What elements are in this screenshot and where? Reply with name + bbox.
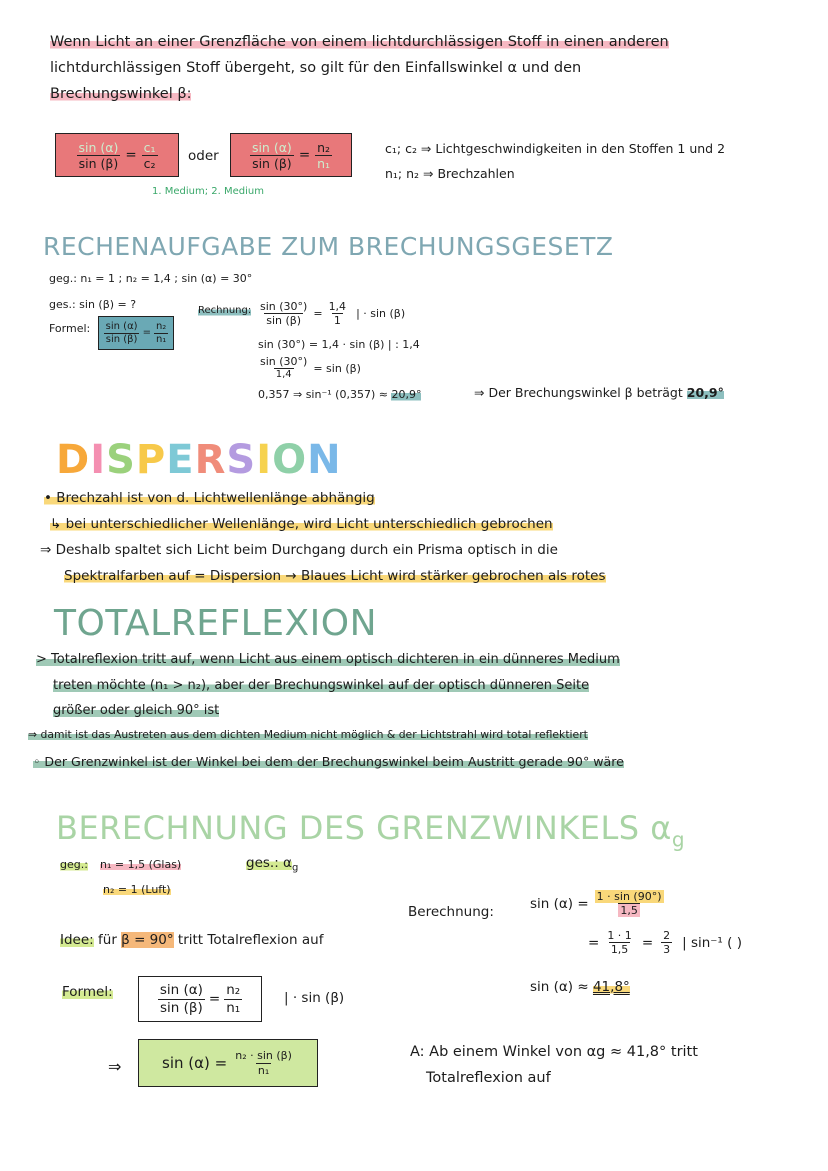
total-line-3: größer oder gleich 90° ist [53, 703, 220, 718]
dispersion-line-3: ⇒ Deshalb spaltet sich Licht beim Durchgang durch ein Prisma optisch in die [40, 542, 558, 558]
dispersion-heading-letter: P [135, 437, 167, 483]
intro-line-2: lichtdurchlässigen Stoff übergeht, so gilt für den Einfallswinkel α und den [50, 60, 582, 76]
grenz-rechnung-label: Berechnung: [408, 904, 494, 920]
grenz-idee: Idee: für β = 90° tritt Totalreflexion auf [60, 932, 324, 948]
total-line-2: treten möchte (n₁ > n₂), aber der Brechungswinkel auf der optisch dünneren Seite [53, 678, 590, 693]
grenz-formel-box: $\frac{\sin (\alpha)}{\sin (\beta)}$ = $\frac{\text{n₂}}{\text{n₁}}$ [138, 976, 262, 1022]
aufgabe-step-3: $\frac{\sin (30^\circ)}{1,4}$ = sin (β) [260, 355, 361, 381]
aufgabe-answer: ⇒ Der Brechungswinkel β beträgt 20,9° [474, 385, 724, 400]
dispersion-heading-letter: E [166, 437, 195, 483]
dispersion-line-4: Spektralfarben auf = Dispersion → Blaues Licht wird stärker gebrochen als rotes [64, 568, 606, 584]
aufgabe-step-2: sin (30°) = 1,4 · sin (β) | : 1,4 [258, 338, 420, 351]
aufgabe-formel-box: $\frac{\sin (\alpha)}{\sin (\beta)}$ = $\frac{\text{n₂}}{\text{n₁}}$ [98, 316, 174, 350]
dispersion-heading-letter: D [56, 437, 91, 483]
grenz-calc-1: sin (α) = $\frac{1 \cdot \sin (90^\circ)}{1,5}$ [530, 890, 662, 918]
dispersion-line-2: ↳ bei unterschiedlicher Wellenlänge, wird Licht unterschiedlich gebrochen [50, 516, 553, 532]
law-box-speed-rhs: $\frac{\text{c₁}}{\text{c₂}}$ [143, 139, 156, 171]
grenz-formel-op: | · sin (β) [284, 990, 345, 1006]
grenz-geg-2: n₂ = 1 (Luft) [103, 883, 171, 896]
intro-line-1: Wenn Licht an einer Grenzfläche von einem lichtdurchlässigen Stoff in einen anderen [50, 34, 669, 50]
aufgabe-ges: ges.: sin (β) = ? [49, 298, 137, 311]
law-box-speed: $\frac{\sin (\alpha)}{\sin (\beta)}$ = $\frac{\text{c₁}}{\text{c₂}}$ [55, 133, 179, 177]
grenz-answer-1: A: Ab einem Winkel von αg ≈ 41,8° tritt [410, 1044, 698, 1060]
legend-speed: c₁; c₂ ⇒ Lichtgeschwindigkeiten in den Stoffen 1 und 2 [385, 141, 726, 156]
heading-aufgabe: RECHENAUFGABE ZUM BRECHUNGSGESETZ [43, 232, 614, 261]
heading-dispersion [56, 437, 342, 483]
medium-note: 1. Medium; 2. Medium [152, 186, 264, 197]
oder-label: oder [188, 148, 219, 164]
total-line-5: ◦ Der Grenzwinkel ist der Winkel bei dem der Brechungswinkel beim Austritt gerade 90° wäre [33, 754, 624, 769]
law-box-speed-lhs: $\frac{\sin (\alpha)}{\sin (\beta)}$ [78, 139, 119, 171]
dispersion-heading-letter: N [307, 437, 342, 483]
dispersion-line-1: • Brechzahl ist von d. Lichtwellenlänge abhängig [44, 490, 375, 506]
law-box-index: $\frac{\sin (\alpha)}{\sin (\beta)}$ = $\frac{\text{n₂}}{\text{n₁}}$ [230, 133, 352, 177]
dispersion-heading-letter: I [256, 437, 273, 483]
aufgabe-step-4-value: 20,9° [391, 388, 422, 401]
dispersion-heading-letter: S [106, 437, 136, 483]
grenz-answer-2: Totalreflexion auf [426, 1070, 551, 1086]
grenz-calc-3: sin (α) ≈ 41,8° [530, 979, 630, 995]
grenz-geg-1: n₁ = 1,5 (Glas) [100, 858, 182, 871]
dispersion-heading-letter: S [226, 437, 257, 483]
aufgabe-formel-label: Formel: [49, 322, 91, 335]
intro-line-3: Brechungswinkel β: [50, 86, 192, 102]
dispersion-heading-letter: I [90, 437, 107, 483]
heading-grenzwinkel: BERECHNUNG DES GRENZWINKELS $\alpha_g$ [56, 809, 686, 852]
grenz-formel-label: Formel: [62, 984, 113, 1000]
dispersion-heading-letter: R [194, 437, 227, 483]
aufgabe-step-4: 0,357 ⇒ sin⁻¹ (0,357) ≈ 20,9° [258, 388, 422, 401]
grenz-calc-2: = $\frac{1 \cdot 1}{1,5}$ = $\frac{2}{3}$ | sin⁻¹ ( ) [588, 929, 742, 957]
aufgabe-rechnung-label: Rechnung: [198, 305, 252, 316]
grenz-ges: ges.: $\alpha_g$ [246, 855, 299, 874]
aufgabe-answer-value: 20,9° [686, 385, 724, 400]
grenz-geg-label: geg.: [60, 858, 88, 871]
grenz-calc-3-value: 41,8° [592, 979, 630, 995]
aufgabe-step-1: $\frac{\sin (30^\circ)}{\sin (\beta)}$ = $\frac{1,4}{1}$ | · sin (β) [260, 300, 406, 328]
total-line-1: > Totalreflexion tritt auf, wenn Licht aus einem optisch dichteren in ein dünneres Medium [36, 652, 620, 667]
grenz-arrow: ⇒ [108, 1057, 122, 1076]
total-line-4: ⇒ damit ist das Austreten aus dem dichten Medium nicht möglich & der Lichtstrahl wird total reflektiert [28, 728, 588, 741]
heading-totalreflexion: TOTALREFLEXION [54, 603, 378, 644]
dispersion-heading-letter: O [272, 437, 308, 483]
aufgabe-geg: geg.: n₁ = 1 ; n₂ = 1,4 ; sin (α) = 30° [49, 272, 253, 285]
legend-index: n₁; n₂ ⇒ Brechzahlen [385, 166, 515, 181]
grenz-result-box: sin (α) = $\frac{\text{n₂ · sin (β)}}{\text{n₁}}$ [138, 1039, 318, 1087]
